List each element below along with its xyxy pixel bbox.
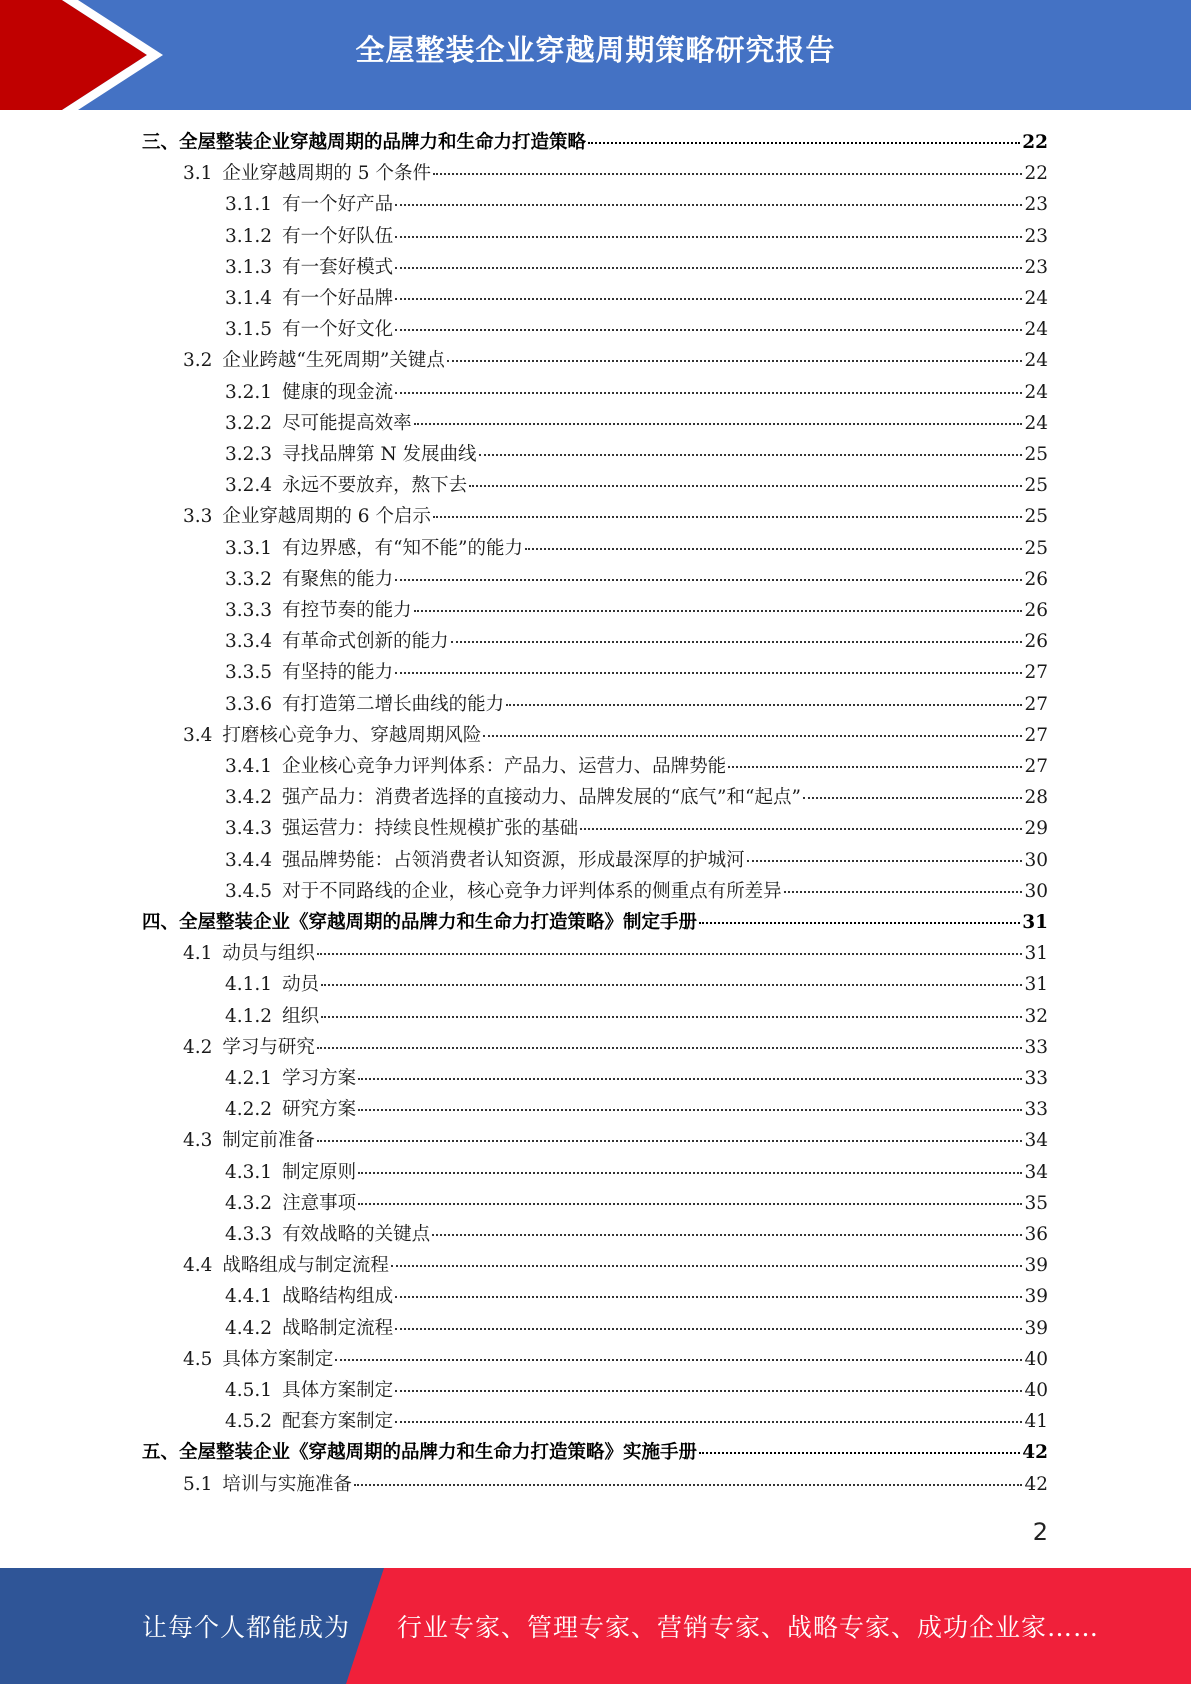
toc-entry-page: 27 (1024, 693, 1048, 715)
toc-dot-leader (395, 297, 1022, 300)
toc-entry[interactable] (225, 1064, 1048, 1094)
toc-entry-title: 强运营力：持续良性规模扩张的基础 (282, 818, 579, 840)
toc-entry-title: 企业跨越“生死周期”关键点 (222, 350, 445, 372)
toc-entry[interactable] (183, 1033, 1048, 1063)
toc-dot-leader (317, 1046, 1023, 1049)
toc-entry[interactable] (142, 1438, 1048, 1468)
toc-entry-number: 3.2 (183, 350, 213, 372)
toc-entry-number: 3.2.2 (225, 412, 273, 434)
toc-entry[interactable] (225, 378, 1048, 408)
toc-dot-leader (728, 765, 1022, 768)
toc-entry-page: 32 (1024, 1005, 1048, 1027)
toc-entry-title: 永远不要放弃，熬下去 (282, 475, 468, 497)
toc-entry-page: 42 (1022, 1442, 1048, 1464)
toc-entry-page: 39 (1024, 1255, 1048, 1277)
toc-entry-title: 有控节奏的能力 (282, 600, 412, 621)
footer-band (0, 1568, 1191, 1684)
toc-entry-page: 24 (1024, 319, 1048, 341)
toc-dot-leader (395, 1389, 1022, 1392)
toc-entry-number: 4.2.1 (225, 1068, 273, 1089)
toc-entry-page: 41 (1024, 1411, 1048, 1433)
toc-dot-leader (335, 1358, 1022, 1361)
toc-entry-title: 有聚焦的能力 (282, 568, 394, 590)
toc-dot-leader (354, 1483, 1023, 1486)
toc-entry-title: 有打造第二增长曲线的能力 (282, 693, 505, 715)
toc-entry-page: 24 (1024, 350, 1048, 372)
toc-entry-number: 四、 (142, 912, 180, 933)
toc-entry[interactable] (183, 1345, 1048, 1375)
toc-entry-title: 战略结构组成 (282, 1286, 394, 1308)
toc-dot-leader (358, 1202, 1022, 1205)
toc-entry-number: 3.3 (183, 506, 213, 528)
toc-entry-title: 全屋整装企业《穿越周期的品牌力和生命力打造策略》实施手册 (179, 1442, 698, 1464)
toc-dot-leader (395, 391, 1022, 394)
toc-entry[interactable] (225, 877, 1048, 907)
toc-entry-number: 3.1.2 (225, 225, 273, 247)
toc-entry-title: 强产品力：消费者选择的直接动力、品牌发展的“底气”和“起点” (282, 787, 801, 809)
toc-dot-leader (395, 266, 1022, 269)
toc-dot-leader (469, 484, 1022, 487)
toc-entry-number: 3.1.5 (225, 319, 273, 341)
toc-entry[interactable] (225, 752, 1048, 782)
toc-entry-number: 3.3.6 (225, 693, 273, 715)
toc-entry-page: 33 (1024, 1099, 1048, 1121)
toc-entry-title: 企业穿越周期的 6 个启示 (222, 506, 431, 528)
toc-entry-title: 强品牌势能：占领消费者认知资源，形成最深厚的护城河 (282, 849, 745, 871)
toc-entry-title: 企业穿越周期的 5 个条件 (222, 163, 431, 185)
toc-entry-number: 4.5 (183, 1348, 213, 1370)
toc-entry[interactable] (225, 970, 1048, 1000)
toc-dot-leader (506, 703, 1022, 706)
toc-entry-page: 34 (1024, 1161, 1048, 1183)
toc-entry-title: 有边界感，有“知不能”的能力 (282, 537, 523, 559)
toc-dot-leader (747, 859, 1023, 862)
toc-dot-leader (395, 1327, 1022, 1330)
toc-entry[interactable] (183, 939, 1048, 969)
toc-entry-page: 31 (1024, 943, 1048, 965)
toc-dot-leader (433, 515, 1022, 518)
toc-entry-number: 4.4.1 (225, 1286, 273, 1308)
toc-dot-leader (358, 1108, 1022, 1111)
toc-entry-title: 有一个好产品 (282, 194, 394, 216)
toc-entry[interactable] (225, 440, 1048, 470)
toc-entry-number: 3.2.1 (225, 381, 273, 403)
toc-entry-title: 有效战略的关键点 (282, 1224, 431, 1245)
toc-entry-title: 寻找品牌第 N 发展曲线 (282, 444, 477, 465)
toc-entry-title: 有一套好模式 (282, 256, 394, 278)
toc-entry-title: 战略组成与制定流程 (222, 1255, 389, 1277)
toc-entry-page: 40 (1024, 1348, 1048, 1370)
toc-entry-page: 33 (1024, 1036, 1048, 1058)
toc-entry-page: 23 (1024, 225, 1048, 247)
toc-entry[interactable] (142, 908, 1048, 938)
toc-entry-page: 26 (1024, 568, 1048, 590)
toc-entry-page: 27 (1024, 724, 1048, 746)
toc-entry-number: 4.1 (183, 943, 213, 965)
toc-entry-page: 25 (1024, 506, 1048, 528)
toc-entry[interactable] (225, 471, 1048, 501)
toc-entry[interactable] (225, 409, 1048, 439)
toc-entry-number: 4.1.1 (225, 974, 273, 996)
toc-entry-title: 注意事项 (282, 1192, 357, 1214)
footer-slogan-left: 让每个人都能成为 (142, 1613, 351, 1642)
toc-entry[interactable] (225, 1095, 1048, 1125)
toc-entry-title: 全屋整装企业穿越周期的品牌力和生命力打造策略 (179, 132, 587, 153)
toc-entry-page: 31 (1022, 912, 1048, 933)
toc-dot-leader (395, 1420, 1022, 1423)
toc-entry-number: 4.3.1 (225, 1161, 273, 1183)
toc-entry[interactable] (225, 534, 1048, 564)
toc-entry[interactable] (183, 1126, 1048, 1156)
toc-entry-page: 26 (1024, 600, 1048, 621)
toc-entry[interactable] (183, 1470, 1048, 1500)
toc-entry-number: 3.4.1 (225, 756, 273, 777)
toc-entry-title: 健康的现金流 (282, 381, 394, 403)
toc-entry[interactable] (225, 1407, 1048, 1437)
toc-entry-number: 3.4.2 (225, 787, 273, 809)
toc-entry-title: 战略制定流程 (282, 1317, 394, 1339)
toc-entry-title: 有一个好品牌 (282, 288, 394, 309)
toc-entry-number: 5.1 (183, 1473, 213, 1495)
toc-entry-number: 4.2.2 (225, 1099, 273, 1121)
toc-dot-leader (395, 578, 1022, 581)
toc-entry-page: 30 (1024, 880, 1048, 902)
toc-entry[interactable] (225, 783, 1048, 813)
toc-entry-title: 尽可能提高效率 (282, 412, 412, 434)
toc-dot-leader (580, 827, 1022, 830)
toc-entry-title: 配套方案制定 (282, 1411, 394, 1433)
toc-entry-number: 3.3.2 (225, 568, 273, 590)
toc-entry[interactable] (183, 502, 1048, 532)
toc-dot-leader (447, 359, 1023, 362)
toc-entry-page: 40 (1024, 1380, 1048, 1401)
toc-entry-page: 31 (1024, 974, 1048, 996)
toc-dot-leader (395, 1295, 1022, 1298)
toc-entry[interactable] (225, 814, 1048, 844)
toc-dot-leader (433, 172, 1022, 175)
toc-entry-page: 29 (1024, 818, 1048, 840)
toc-entry[interactable] (225, 658, 1048, 688)
toc-entry[interactable] (183, 1251, 1048, 1281)
toc-entry-page: 23 (1024, 256, 1048, 278)
toc-entry[interactable] (225, 1282, 1048, 1312)
toc-entry-number: 3.2.3 (225, 444, 273, 465)
toc-entry-title: 有坚持的能力 (282, 662, 394, 684)
toc-entry-title: 对于不同路线的企业，核心竞争力评判体系的侧重点有所差异 (282, 880, 782, 902)
toc-entry-number: 4.5.2 (225, 1411, 273, 1433)
toc-entry-page: 35 (1024, 1192, 1048, 1214)
toc-entry[interactable] (225, 1376, 1048, 1406)
toc-dot-leader (321, 1015, 1022, 1018)
toc-entry-page: 27 (1024, 756, 1048, 777)
toc-entry[interactable] (225, 1189, 1048, 1219)
toc-dot-leader (391, 1264, 1023, 1267)
toc-entry-number: 3.2.4 (225, 475, 273, 497)
toc-entry[interactable] (225, 596, 1048, 626)
toc-dot-leader (321, 983, 1022, 986)
toc-entry-page: 25 (1024, 475, 1048, 497)
toc-dot-leader (395, 235, 1022, 238)
toc-entry-title: 学习方案 (282, 1068, 357, 1089)
toc-entry-title: 研究方案 (282, 1099, 357, 1121)
toc-entry-title: 有一个好文化 (282, 319, 394, 341)
toc-entry-number: 3.4 (183, 724, 213, 746)
toc-dot-leader (317, 952, 1023, 955)
toc-entry-title: 企业核心竞争力评判体系：产品力、运营力、品牌势能 (282, 756, 727, 777)
toc-dot-leader (432, 1233, 1022, 1236)
toc-entry-page: 22 (1022, 132, 1048, 153)
toc-entry[interactable] (142, 128, 1048, 158)
toc-entry[interactable] (225, 284, 1048, 314)
toc-dot-leader (525, 547, 1022, 550)
toc-entry-number: 3.4.3 (225, 818, 273, 840)
header-band (0, 0, 1191, 110)
toc-dot-leader (479, 453, 1023, 456)
toc-entry-page: 22 (1024, 163, 1048, 185)
toc-entry-page: 24 (1024, 381, 1048, 403)
toc-dot-leader (395, 203, 1022, 206)
toc-dot-leader (803, 796, 1023, 799)
toc-entry-title: 学习与研究 (222, 1036, 315, 1058)
toc-entry[interactable] (225, 1220, 1048, 1250)
toc-entry-number: 3.3.1 (225, 537, 273, 559)
toc-dot-leader (395, 671, 1022, 674)
report-title: 全屋整装企业穿越周期策略研究报告 (355, 33, 836, 67)
toc-entry-title: 动员 (282, 974, 320, 996)
toc-entry-number: 4.4 (183, 1255, 213, 1277)
toc-entry-title: 具体方案制定 (222, 1348, 334, 1370)
toc-entry[interactable] (225, 627, 1048, 657)
toc-entry[interactable] (183, 346, 1048, 376)
toc-entry[interactable] (225, 253, 1048, 283)
toc-entry[interactable] (225, 1314, 1048, 1344)
toc-entry-number: 3.4.4 (225, 849, 273, 871)
toc-entry-number: 3.3.4 (225, 631, 273, 653)
toc-entry-page: 33 (1024, 1068, 1048, 1089)
toc-entry-page: 39 (1024, 1317, 1048, 1339)
toc-entry-number: 3.4.5 (225, 880, 273, 902)
toc-entry-title: 制定原则 (282, 1161, 357, 1183)
toc-entry-title: 全屋整装企业《穿越周期的品牌力和生命力打造策略》制定手册 (179, 912, 698, 933)
toc-entry[interactable] (225, 846, 1048, 876)
toc-dot-leader (784, 890, 1023, 893)
toc-entry[interactable] (183, 721, 1048, 751)
toc-entry-page: 24 (1024, 412, 1048, 434)
toc-dot-leader (451, 640, 1023, 643)
toc-entry[interactable] (225, 222, 1048, 252)
toc-dot-leader (588, 141, 1020, 144)
toc-dot-leader (483, 734, 1022, 737)
toc-dot-leader (699, 1451, 1020, 1454)
toc-entry-page: 28 (1024, 787, 1048, 809)
toc-entry-page: 30 (1024, 849, 1048, 871)
toc-entry[interactable] (225, 315, 1048, 345)
toc-entry[interactable] (225, 1002, 1048, 1032)
toc-entry[interactable] (225, 690, 1048, 720)
toc-entry-title: 制定前准备 (222, 1130, 315, 1152)
toc-entry-page: 25 (1024, 444, 1048, 465)
toc-entry-number: 3.1 (183, 163, 213, 185)
toc-entry-number: 3.3.3 (225, 600, 273, 621)
toc-entry-number: 4.1.2 (225, 1005, 273, 1027)
footer-slogan-right: 行业专家、管理专家、营销专家、战略专家、成功企业家…… (397, 1613, 1100, 1642)
toc-entry-number: 3.3.5 (225, 662, 273, 684)
toc-entry-number: 3.1.4 (225, 288, 273, 309)
toc-entry-page: 42 (1024, 1473, 1048, 1495)
toc-dot-leader (699, 921, 1020, 924)
toc-entry-page: 24 (1024, 288, 1048, 309)
toc-entry[interactable] (225, 1158, 1048, 1188)
toc-entry[interactable] (225, 190, 1048, 220)
toc-entry-number: 3.1.3 (225, 256, 273, 278)
toc-entry-page: 36 (1024, 1224, 1048, 1245)
toc-entry-title: 有一个好队伍 (282, 225, 394, 247)
toc-entry[interactable] (225, 565, 1048, 595)
toc-entry-number: 4.4.2 (225, 1317, 273, 1339)
toc-entry-number: 4.3.3 (225, 1224, 273, 1245)
toc-dot-leader (358, 1077, 1022, 1080)
toc-entry-page: 27 (1024, 662, 1048, 684)
toc-entry-title: 打磨核心竞争力、穿越周期风险 (222, 724, 482, 746)
toc-entry-title: 培训与实施准备 (222, 1473, 352, 1495)
toc-entry-number: 三、 (142, 132, 180, 153)
toc-entry-page: 34 (1024, 1130, 1048, 1152)
toc-dot-leader (414, 422, 1023, 425)
toc-entry-number: 五、 (142, 1442, 180, 1464)
toc-entry-number: 3.1.1 (225, 194, 273, 216)
toc-entry-page: 26 (1024, 631, 1048, 653)
toc-entry-page: 39 (1024, 1286, 1048, 1308)
toc-dot-leader (395, 328, 1022, 331)
toc-entry-page: 23 (1024, 194, 1048, 216)
toc-dot-leader (317, 1139, 1023, 1142)
toc-entry-title: 具体方案制定 (282, 1380, 394, 1401)
toc-entry-title: 组织 (282, 1005, 320, 1027)
toc-entry[interactable] (183, 159, 1048, 189)
toc-entry-number: 4.3 (183, 1130, 213, 1152)
toc-entry-title: 有革命式创新的能力 (282, 631, 449, 653)
toc-dot-leader (358, 1171, 1022, 1174)
toc-entry-number: 4.5.1 (225, 1380, 273, 1401)
toc-entry-page: 25 (1024, 537, 1048, 559)
toc-dot-leader (414, 609, 1023, 612)
page-number: 2 (1032, 1518, 1048, 1546)
toc-entry-number: 4.2 (183, 1036, 213, 1058)
toc-entry-title: 动员与组织 (222, 943, 315, 965)
toc-entry-number: 4.3.2 (225, 1192, 273, 1214)
